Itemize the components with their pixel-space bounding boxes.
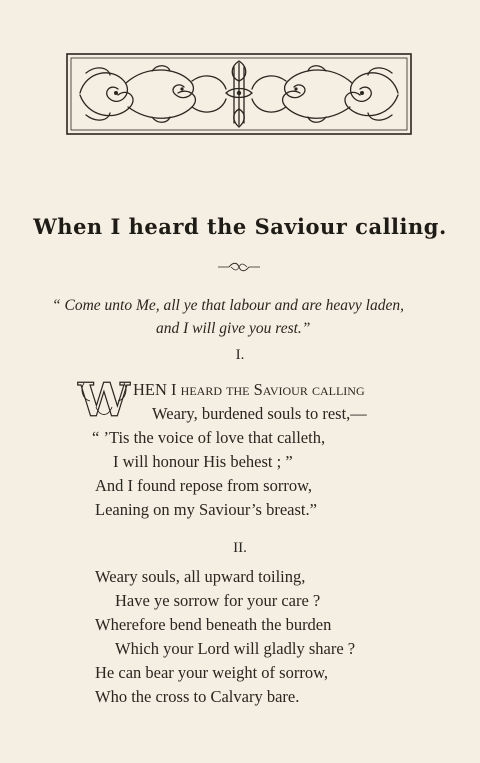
verse-line: Who the cross to Calvary bare.: [95, 687, 300, 706]
verse-line: Weary souls, all upward toiling,: [95, 567, 306, 586]
verse-line: I will honour His behest ; ”: [113, 452, 293, 471]
poem-title: When I heard the Saviour calling.: [33, 214, 447, 239]
verse-line: “ ’Tis the voice of love that calleth,: [92, 428, 326, 447]
verse-line: HEN I heard the Saviour calling: [133, 380, 365, 399]
stanza-numeral: I.: [235, 347, 245, 363]
flourish-divider: [217, 262, 261, 272]
verse-line: Have ye sorrow for your care ?: [115, 591, 321, 610]
ornamental-headpiece: [66, 53, 412, 135]
epigraph-line: and I will give you rest.”: [156, 320, 311, 337]
verse-line: Which your Lord will gladly share ?: [115, 639, 356, 658]
verse-line: Wherefore bend beneath the burden: [95, 615, 332, 634]
drop-cap: [76, 373, 132, 427]
verse-line: Leaning on my Saviour’s breast.”: [95, 500, 317, 519]
drop-cap-letter: W: [78, 373, 130, 427]
verse-line: And I found repose from sorrow,: [95, 476, 313, 495]
stanza-numeral: II.: [233, 540, 247, 556]
epigraph: [52, 294, 436, 340]
verse-line: He can bear your weight of sorrow,: [95, 663, 329, 682]
epigraph-line: “ Come unto Me, all ye that labour and are heavy laden,: [52, 297, 404, 314]
verse-line: Weary, burdened souls to rest,—: [152, 404, 367, 423]
